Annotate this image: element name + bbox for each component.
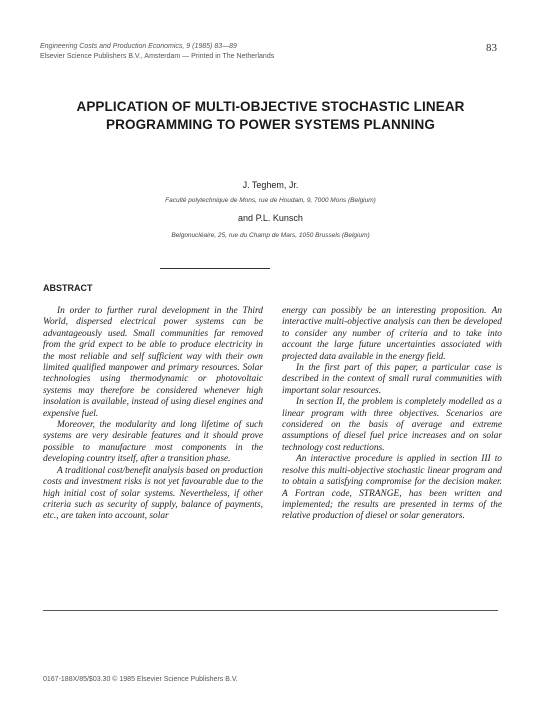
publisher-line: Elsevier Science Publishers B.V., Amsterdam — Printed in The Netherlands	[40, 53, 275, 60]
page-number: 83	[486, 42, 497, 54]
abstract-heading: ABSTRACT	[43, 283, 93, 293]
affiliation-1: Faculté polytechnique de Mons, rue de Houdain, 9, 7000 Mons (Belgium)	[165, 197, 376, 204]
abstract-left-column	[43, 306, 263, 523]
abstract-paragraph: An interactive procedure is applied in section III to resolve this multi-objective stochastic linear program and to obtain a satisfying compromise for the decision maker. A Fortran code, STRANGE, has been written and implemented; the results are presented in terms of the relative production of diesel or solar generators.	[282, 454, 502, 522]
affiliation-2: Belgonucléaire, 25, rue du Champ de Mars, 1050 Brussels (Belgium)	[171, 232, 370, 239]
abstract-paragraph: energy can possibly be an interesting proposition. An interactive multi-objective analysis can then be developed to consider any number of criteria and to take into account the large future uncertainties associated with projected data available in the energy field.	[282, 306, 502, 362]
copyright-footer: 0167-188X/85/$03.30 © 1985 Elsevier Science Publishers B.V.	[43, 676, 238, 683]
author-2: and P.L. Kunsch	[238, 213, 303, 223]
bottom-rule	[43, 610, 498, 611]
abstract-paragraph: In order to further rural development in the Third World, dispersed electrical power systems can be advantageously used. Small communities far removed from the grid expect to be able to produce electricity in the most reliable and self sufficient way with their own limited qualified manpower and primary resources. Solar technologies using thermodynamic or photovoltaic systems may therefore be considered whenever high insolation is available, instead of using diesel engines and expensive fuel.	[43, 306, 263, 419]
separator-rule	[160, 268, 270, 269]
abstract-paragraph: In section II, the problem is completely modelled as a linear program with three objectives. Scenarios are considered on the basis of average and extreme assumptions of diesel fuel price increases and on solar technology cost reductions.	[282, 397, 502, 453]
journal-citation: Engineering Costs and Production Economics, 9 (1985) 83—89	[40, 43, 237, 50]
journal-header	[40, 42, 500, 62]
author-1: J. Teghem, Jr.	[242, 180, 299, 190]
abstract-paragraph: A traditional cost/benefit analysis based on production costs and investment risks is not yet favourable due to the high initial cost of solar systems. Nevertheless, if other criteria such as security of supply, balance of payments, etc., are taken into account, solar	[43, 465, 263, 522]
abstract-paragraph: In the first part of this paper, a particular case is described in the context of small rural communities with important solar resources.	[282, 363, 502, 396]
paper-title: APPLICATION OF MULTI-OBJECTIVE STOCHASTIC LINEAR PROGRAMMING TO POWER SYSTEMS PLANNING	[76, 99, 465, 132]
abstract-right-column	[282, 306, 502, 523]
abstract-paragraph: Moreover, the modularity and long lifetime of such systems are very desirable features and it should prove possible to manufacture most components in the developing country itself, after a transition phase.	[43, 420, 263, 465]
